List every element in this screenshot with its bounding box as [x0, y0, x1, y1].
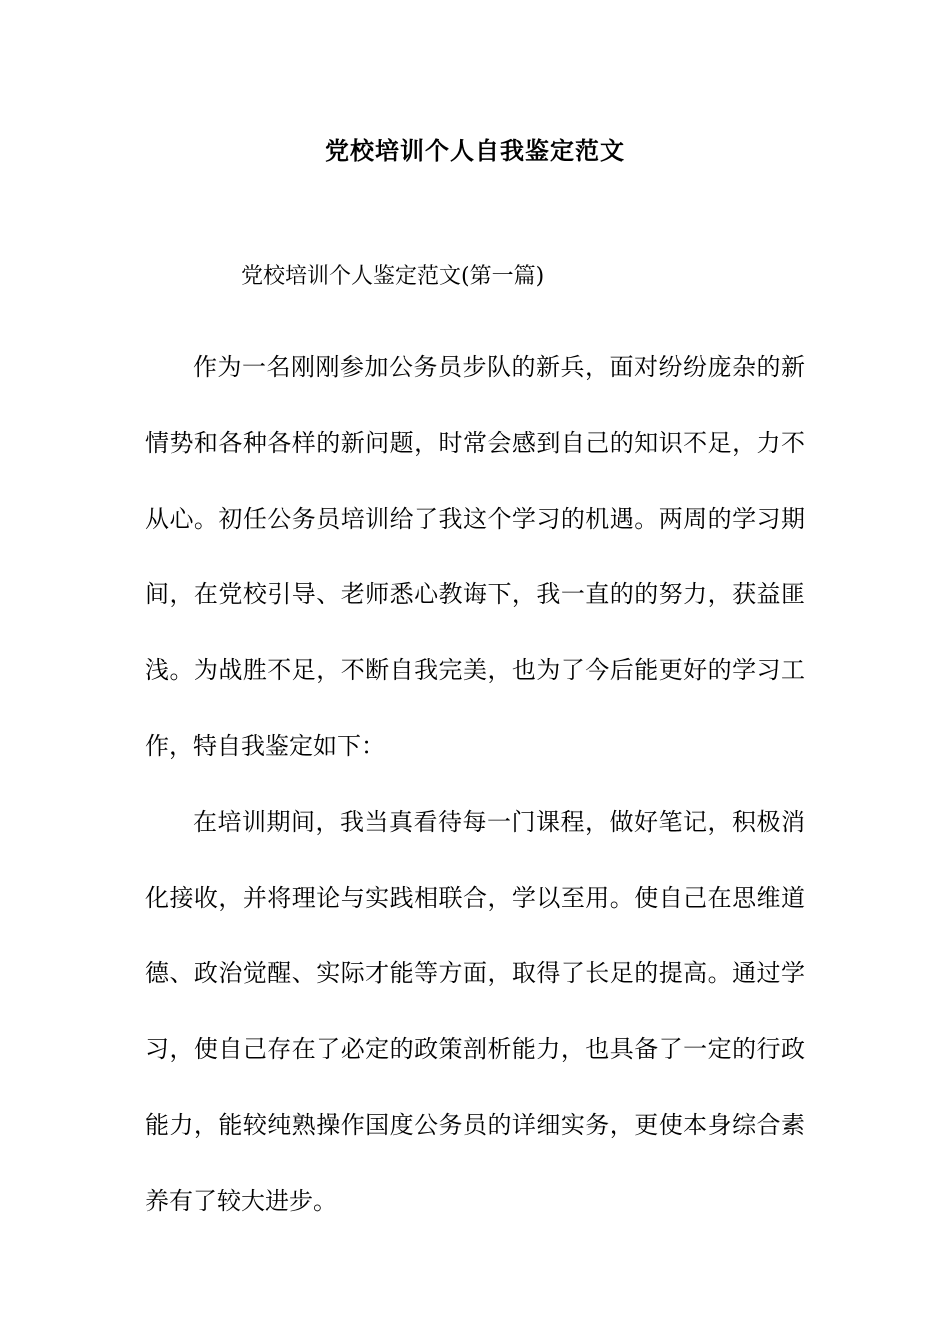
paragraph-line: 从心。初任公务员培训给了我这个学习的机遇。两周的学习期: [145, 504, 805, 533]
document-title: 党校培训个人自我鉴定范文: [325, 136, 625, 165]
paragraph-line: 化接收，并将理论与实践相联合，学以至用。使自己在思维道: [145, 883, 805, 912]
paragraph-line: 浅。为战胜不足，不断自我完美，也为了今后能更好的学习工: [145, 656, 805, 685]
paragraph-line: 德、政治觉醒、实际才能等方面，取得了长足的提高。通过学: [145, 959, 805, 988]
paragraph-line: 在培训期间，我当真看待每一门课程，做好笔记，积极消: [193, 807, 805, 836]
paragraph-line: 能力，能较纯熟操作国度公务员的详细实务，更使本身综合素: [145, 1110, 805, 1139]
section-subtitle: 党校培训个人鉴定范文(第一篇): [241, 264, 545, 289]
document-body: [145, 330, 805, 1240]
paragraph-line: 作，特自我鉴定如下：: [145, 731, 385, 760]
paragraph-2: [145, 785, 805, 1240]
paragraph-line: 作为一名刚刚参加公务员步队的新兵，面对纷纷庞杂的新: [193, 353, 805, 381]
paragraph-line: 养有了较大进步。: [145, 1186, 337, 1215]
paragraph-1: [145, 330, 805, 785]
paragraph-line: 习，使自己存在了必定的政策剖析能力，也具备了一定的行政: [145, 1035, 805, 1064]
paragraph-line: 情势和各种各样的新问题，时常会感到自己的知识不足，力不: [145, 428, 805, 457]
paragraph-line: 间，在党校引导、老师悉心教诲下，我一直的的努力，获益匪: [145, 580, 805, 609]
